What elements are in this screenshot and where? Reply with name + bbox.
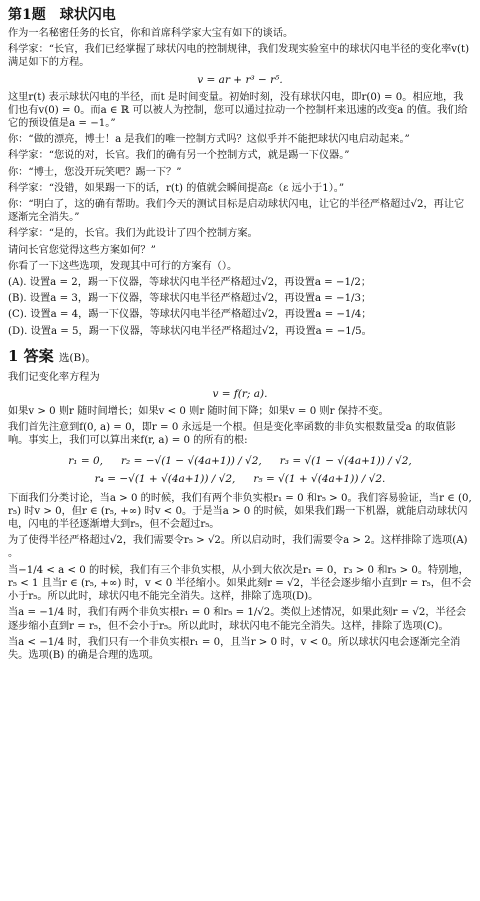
dialogue-paragraph-2: 你：“做的漂亮，博士！a 是我们的唯一控制方式吗？这似乎并不能把球状闪电启动起来。” bbox=[8, 134, 410, 146]
answer-heading bbox=[8, 346, 472, 368]
dialogue-paragraph-1: 这里r(t) 表示球状闪电的半径，而t 是时间变量。初始时刻，没有球状闪电，即r(0) = 0。相应地，我们也有v(0) = 0。而a ∈ ℝ 可以被人为控制，您可以通过拉动一个控制杆来迅速的改变a 的值。我们给它的预设值是a = −1。” bbox=[8, 91, 468, 130]
analysis-paragraph-3: 当−1/4 < a < 0 的时候，我们有三个非负实根，从小到大依次是r₁ = 0，r₃ > 0 和r₅ > 0。特别地，r₅ < 1 且当r ∈ (r₅, +∞) 时，v < 0 半径缩小。如果此刻r = √2，半径会逐步缩小直到r = r₅，但不会小于r₅。所以此时，球状闪电不能完全消失。这样，排除了选项(D)。 bbox=[8, 564, 472, 603]
function-equation: v = f(r; a). bbox=[212, 388, 268, 401]
answer-paragraph-2: 如果v > 0 则r 随时间增长；如果v < 0 则r 随时间下降；如果v = 0 则r 保持不变。 bbox=[8, 406, 389, 418]
dialogue-paragraph-6: 你：“明白了，这的确有帮助。我们今天的测试目标是启动球状闪电，让它的半径严格超过√2，再让它逐渐完全消失。” bbox=[8, 199, 465, 224]
dialogue-paragraph-4: 你：“博士，您没开玩笑吧？踢一下？” bbox=[8, 166, 182, 178]
root-r5: r₅ = √(1 + √(4a+1)) / √2. bbox=[253, 472, 386, 485]
dialogue-paragraph-9: 你看了一下这些选项，发现其中可行的方案有（）。 bbox=[8, 260, 238, 272]
intro-paragraph-2: 科学家：“长官，我们已经掌握了球状闪电的控制规律，我们发现实验室中的球状闪电半径的变化率v(t) 满足如下的方程。 bbox=[8, 44, 470, 69]
analysis-paragraph-2: 为了使得半径严格超过√2，我们需要令r₅ > √2。所以启动时，我们需要令a > 2。这样排除了选项(A) 。 bbox=[8, 535, 468, 560]
root-r2: r₂ = −√(1 − √(4a+1)) / √2, bbox=[121, 454, 262, 467]
analysis-paragraph-1: 下面我们分类讨论，当a > 0 的时候，我们有两个非负实根r₁ = 0 和r₅ > 0。我们容易验证，当r ∈ (0, r₅) 时v > 0，但r ∈ (r₅, +∞) 时v < 0。于是当a > 0 的时候，如果我们踢一下机器，就能启动球状闪电，闪电的半径逐渐增大到r₅，但不会超过r₅。 bbox=[8, 492, 472, 531]
option-d: (D). 设置a = 5，踢一下仪器，等球状闪电半径严格超过√2，再设置a = −1/5。 bbox=[8, 325, 372, 337]
analysis-paragraph-5: 当a < −1/4 时，我们只有一个非负实根r₁ = 0，且当r > 0 时，v < 0。所以球状闪电会逐渐完全消失。选项(B) 的确是合理的选项。 bbox=[8, 636, 461, 661]
dialogue-paragraph-8: 请问长官您觉得这些方案如何？” bbox=[8, 244, 156, 256]
dialogue-paragraph-7: 科学家：“是的，长官。我们为此设计了四个控制方案。 bbox=[8, 228, 258, 240]
answer-choice: 选(B)。 bbox=[58, 351, 96, 364]
problem-title: 第1题 球状闪电 bbox=[8, 7, 116, 23]
option-c: (C). 设置a = 4，踢一下仪器，等球状闪电半径严格超过√2，再设置a = −1/4； bbox=[8, 309, 372, 321]
dialogue-paragraph-3: 科学家：“您说的对，长官。我们的确有另一个控制方式，就是踢一下仪器。” bbox=[8, 150, 350, 162]
answer-paragraph-1: 我们记变化率方程为 bbox=[8, 371, 100, 383]
rate-equation: v = ar + r³ − r⁵. bbox=[197, 73, 283, 86]
analysis-paragraph-4: 当a = −1/4 时，我们有两个非负实根r₁ = 0 和r₅ = 1/√2。类似上述情况，如果此刻r = √2，半径会逐步缩小直到r = r₅，但不会小于r₅。所以此时，球状闪电不能完全消失。这样，排除了选项(C)。 bbox=[8, 607, 467, 632]
roots-line-1 bbox=[8, 454, 472, 468]
root-r1: r₁ = 0, bbox=[68, 454, 103, 467]
answer-title: 1 答案 bbox=[8, 346, 54, 365]
intro-paragraph-1: 作为一名秘密任务的长官，你和首席科学家大宝有如下的谈话。 bbox=[8, 28, 294, 39]
root-r3: r₃ = √(1 − √(4a+1)) / √2, bbox=[279, 454, 412, 467]
option-b: (B). 设置a = 3，踢一下仪器，等球状闪电半径严格超过√2，再设置a = −1/3； bbox=[8, 293, 372, 305]
root-r4: r₄ = −√(1 + √(4a+1)) / √2, bbox=[94, 472, 236, 485]
roots-line-2 bbox=[8, 472, 472, 486]
option-a: (A). 设置a = 2，踢一下仪器，等球状闪电半径严格超过√2，再设置a = −1/2； bbox=[8, 277, 372, 289]
dialogue-paragraph-5: 科学家：“没错，如果踢一下的话，r(t) 的值就会瞬间提高ε（ε 远小于1）。” bbox=[8, 182, 345, 194]
roots-block bbox=[8, 454, 472, 486]
answer-paragraph-3: 我们首先注意到f(0, a) = 0，即r = 0 永远是一个根。但是变化率函数的非负实根数量受a 的取值影响。事实上，我们可以算出来f(r, a) = 0 的所有的根: bbox=[8, 422, 456, 447]
